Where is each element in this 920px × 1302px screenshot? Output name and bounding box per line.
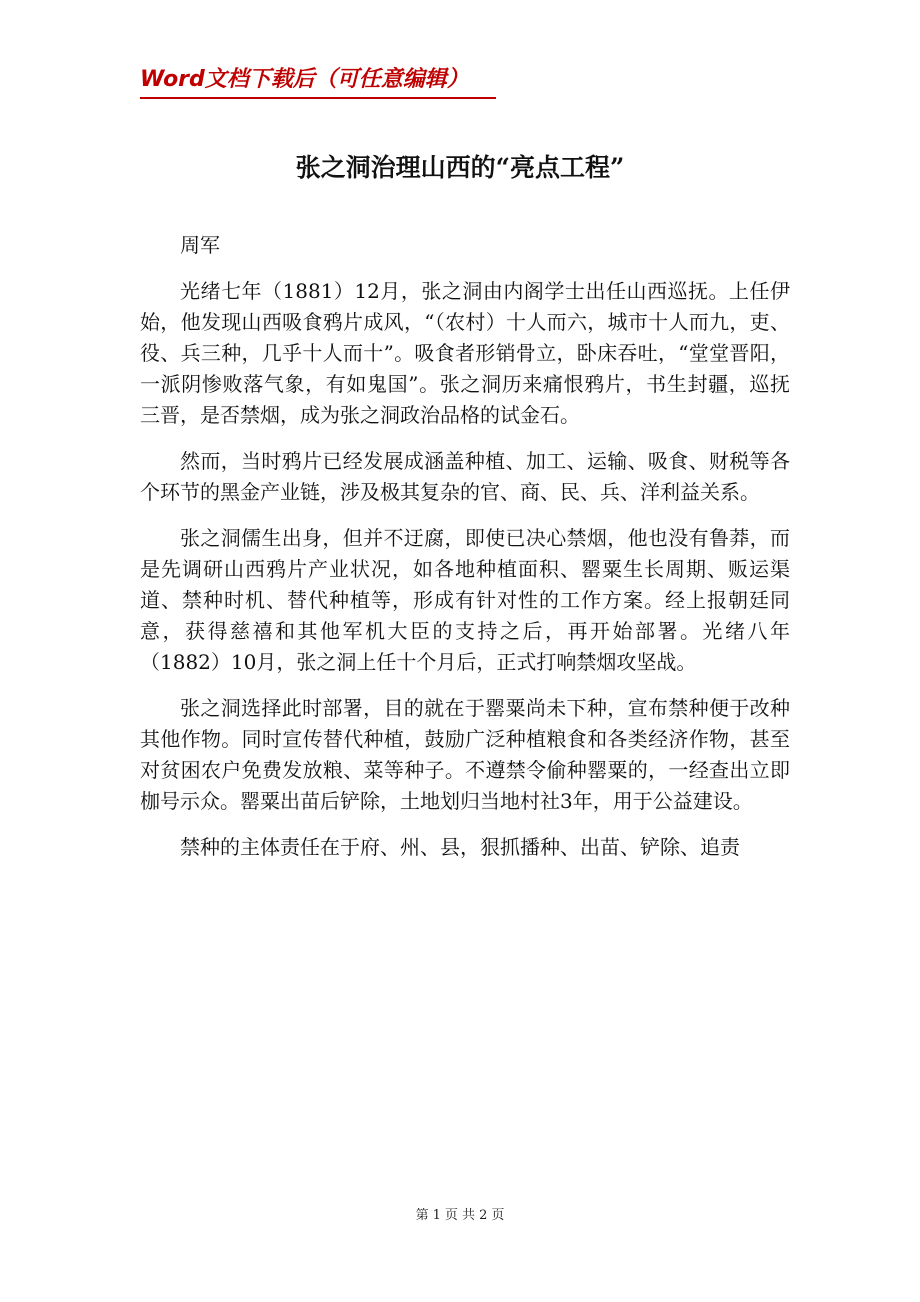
page-number: 1 bbox=[432, 1208, 441, 1223]
total-pages: 2 bbox=[479, 1208, 488, 1223]
paragraph: 禁种的主体责任在于府、州、县，狠抓播种、出苗、铲除、追责 bbox=[180, 835, 740, 859]
download-banner-text: Word文档下载后（可任意编辑） bbox=[140, 67, 469, 92]
download-banner bbox=[140, 66, 496, 99]
page-mid: 页 共 bbox=[444, 1208, 476, 1223]
author-name: 周军 bbox=[180, 233, 220, 257]
paragraph: 然而，当时鸦片已经发展成涵盖种植、加工、运输、吸食、财税等各个环节的黑金产业链，涉及极其复杂的官、商、民、兵、洋利益关系。 bbox=[140, 449, 790, 504]
page-footer bbox=[0, 1206, 920, 1226]
article-body bbox=[140, 230, 790, 878]
document-title: 张之洞治理山西的“亮点工程” bbox=[295, 153, 625, 182]
paragraph: 张之洞儒生出身，但并不迂腐，即使已决心禁烟，他也没有鲁莽，而是先调研山西鸦片产业状况，如各地种植面积、罂粟生长周期、贩运渠道、禁种时机、替代种植等，形成有针对性的工作方案。经上报朝廷同意，获得慈禧和其他军机大臣的支持之后，再开始部署。光绪八年（1882）10月，张之洞上任十个月后，正式打响禁烟攻坚战。 bbox=[140, 526, 790, 674]
paragraph: 张之洞选择此时部署，目的就在于罂粟尚未下种，宣布禁种便于改种其他作物。同时宣传替代种植，鼓励广泛种植粮食和各类经济作物，甚至对贫困农户免费发放粮、菜等种子。不遵禁令偷种罂粟的，一经查出立即枷号示众。罂粟出苗后铲除，土地划归当地村社3年，用于公益建设。 bbox=[140, 696, 790, 813]
page-suffix: 页 bbox=[491, 1208, 505, 1223]
paragraph: 光绪七年（1881）12月，张之洞由内阁学士出任山西巡抚。上任伊始，他发现山西吸食鸦片成风，“（农村）十人而六，城市十人而九，吏、役、兵三种，几乎十人而十”。吸食者形销骨立，卧床吞吐，“堂堂晋阳，一派阴惨败落气象，有如鬼国”。张之洞历来痛恨鸦片，书生封疆，巡抚三晋，是否禁烟，成为张之洞政治品格的试金石。 bbox=[140, 279, 790, 427]
page-prefix: 第 bbox=[415, 1208, 429, 1223]
